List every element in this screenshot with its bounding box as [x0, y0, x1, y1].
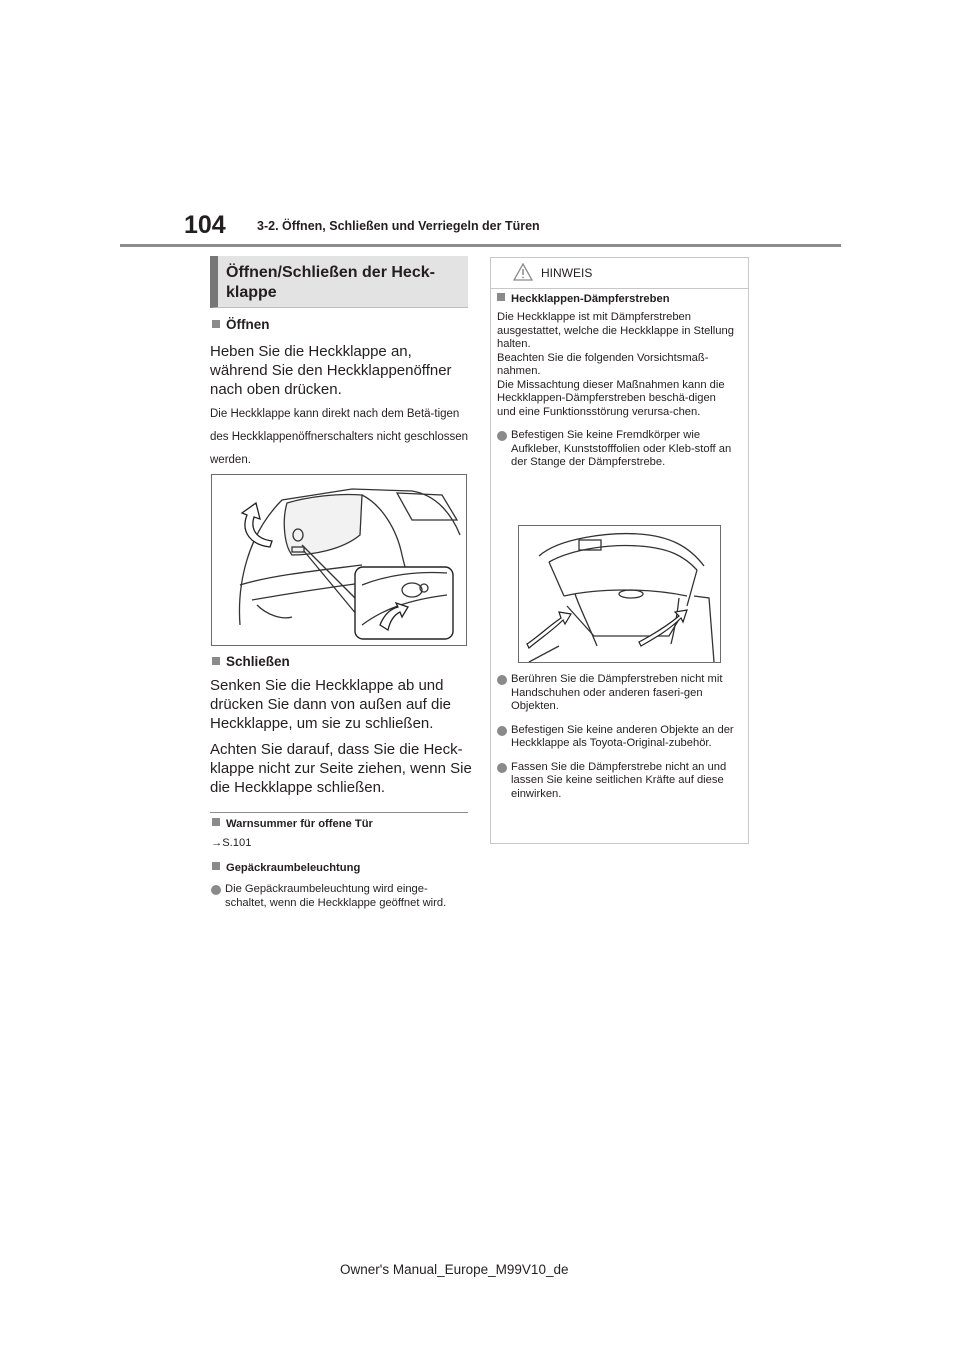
- close-heading: [212, 654, 290, 669]
- open-note: Die Heckklappe kann direkt nach dem Betä-tigen des Heckklappenöffnerschalters nicht geschlossen werden.: [210, 408, 469, 466]
- light-text-content: Die Gepäckraumbeleuchtung wird einge-schaltet, wenn die Heckklappe geöffnet wird.: [225, 883, 447, 909]
- notice-box: [490, 257, 749, 844]
- notice-body: [497, 293, 737, 470]
- square-bullet-icon: [497, 293, 505, 301]
- notice-item-text: Befestigen Sie keine anderen Objekte an der Heckklappe als Toyota-Original-zubehör.: [511, 723, 734, 749]
- round-bullet-icon: [497, 763, 507, 773]
- square-bullet-icon: [212, 320, 220, 328]
- light-heading: [212, 862, 360, 874]
- info-rule: [210, 812, 468, 813]
- buzzer-heading-text: Warnsummer für offene Tür: [226, 818, 373, 830]
- round-bullet-icon: [497, 726, 507, 736]
- round-bullet-icon: [497, 431, 507, 441]
- damper-intro-2: Beachten Sie die folgenden Vorsichtsmaß-nahmen.: [497, 351, 709, 377]
- square-bullet-icon: [212, 862, 220, 870]
- round-bullet-icon: [497, 675, 507, 685]
- notice-title: HINWEIS: [541, 266, 593, 280]
- close-text-1: Senken Sie die Heckklappe ab und drücken Sie dann von außen auf die Heckklappe, um sie zu schließen.: [210, 677, 452, 732]
- round-bullet-icon: [211, 885, 221, 895]
- notice-item: [497, 724, 737, 751]
- square-bullet-icon: [212, 818, 220, 826]
- notice-item-text: Befestigen Sie keine Fremdkörper wie Aufkleber, Kunststofffolien oder Kleb-stoff an der Stange der Dämpferstrebe.: [511, 429, 732, 468]
- warning-triangle-icon: [513, 263, 533, 286]
- footer: Owner's Manual_Europe_M99V10_de: [340, 1262, 569, 1277]
- damper-strut-illustration: [518, 525, 721, 663]
- open-text: Heben Sie die Heckklappe an, während Sie den Heckklappenöffner nach oben drücken.: [210, 343, 452, 398]
- notice-item-text: Berühren Sie die Dämpferstreben nicht mit Handschuhen oder anderen faseri-gen Objekten.: [511, 673, 723, 712]
- section-heading: 3-2. Öffnen, Schließen und Verriegeln der Türen: [257, 219, 540, 233]
- close-text-2: Achten Sie darauf, dass Sie die Heck-klappe nicht zur Seite ziehen, wenn Sie die Heckklappe schließen.: [210, 741, 472, 796]
- notice-item: [497, 429, 737, 470]
- notice-items-lower: [497, 673, 737, 801]
- notice-header: [491, 258, 748, 289]
- open-heading-text: Öffnen: [226, 317, 270, 332]
- light-text: [211, 883, 465, 910]
- buzzer-heading: [212, 818, 373, 830]
- damper-intro-1: Die Heckklappe ist mit Dämpferstreben ausgestattet, welche die Heckklappe in Stellung halten.: [497, 311, 734, 350]
- open-heading: [212, 317, 270, 332]
- notice-item-text: Fassen Sie die Dämpferstrebe nicht an und lassen Sie keine seitlichen Kräfte auf diese einwirken.: [511, 760, 727, 800]
- tailgate-illustration: [211, 474, 467, 646]
- damper-intro-3: Die Missachtung dieser Maßnahmen kann die Heckklappen-Dämpferstreben beschä-digen und eine Funktionsstörung verursa-chen.: [497, 378, 725, 418]
- page-reference-link[interactable]: →S.101: [211, 837, 252, 849]
- square-bullet-icon: [212, 657, 220, 665]
- section-title-box: [210, 256, 468, 308]
- notice-item: [497, 761, 737, 802]
- damper-heading: [497, 293, 737, 305]
- page-number: 104: [184, 211, 226, 239]
- damper-intro: [497, 311, 737, 419]
- section-title: Öffnen/Schließen der Heck-klappe: [226, 264, 435, 301]
- close-heading-text: Schließen: [226, 654, 290, 669]
- damper-heading-text: Heckklappen-Dämpferstreben: [511, 293, 670, 305]
- header-rule: [120, 244, 841, 247]
- light-heading-text: Gepäckraumbeleuchtung: [226, 862, 361, 874]
- notice-item: [497, 673, 737, 714]
